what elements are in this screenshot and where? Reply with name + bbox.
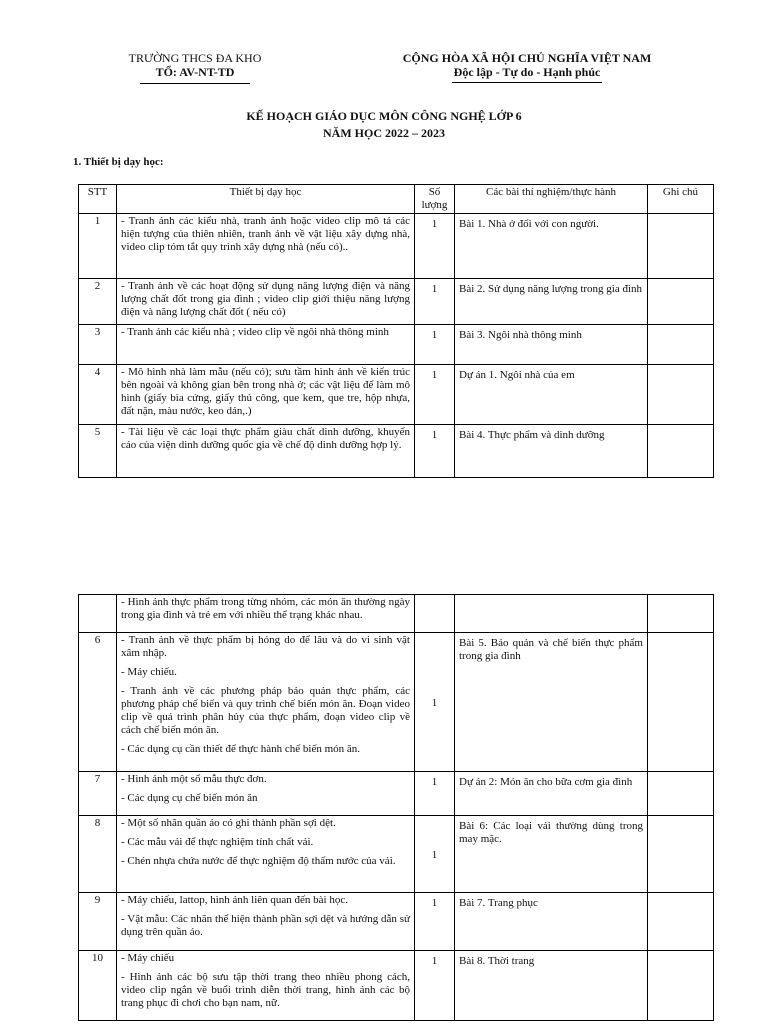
row-quantity: 1 bbox=[415, 279, 455, 325]
row-stt: 2 bbox=[79, 279, 117, 325]
row-stt: 9 bbox=[79, 893, 117, 951]
row-note bbox=[648, 425, 714, 478]
col-header-lesson: Các bài thí nghiệm/thực hành bbox=[455, 185, 648, 214]
equipment-item: - Tranh ảnh các kiểu nhà ; video clip về ngôi nhà thông minh bbox=[121, 326, 389, 338]
equipment-item: - Tranh ảnh về các hoạt động sử dụng năng lượng điện và năng lượng chất đốt trong gia đình ; video clip giới thiệu năng lượng điện và năng lượng chất đốt ( nếu có) bbox=[121, 280, 410, 318]
row-stt: 10 bbox=[79, 951, 117, 1021]
row-stt: 7 bbox=[79, 772, 117, 816]
row-lesson: Bài 7. Trang phục bbox=[455, 893, 648, 951]
col-header-equipment: Thiết bị dạy học bbox=[117, 185, 415, 214]
row-equipment bbox=[117, 951, 415, 1021]
equipment-item: - Các dụng cụ chế biến món ăn bbox=[121, 792, 258, 804]
table-row bbox=[79, 633, 714, 772]
col-header-note: Ghi chú bbox=[648, 185, 714, 214]
national-motto: Độc lập - Tự do - Hạnh phúc bbox=[453, 65, 601, 79]
table-row bbox=[79, 951, 714, 1021]
school-name: TRƯỜNG THCS ĐA KHO bbox=[128, 51, 262, 65]
row-equipment bbox=[117, 816, 415, 893]
row-quantity: 1 bbox=[415, 893, 455, 951]
row-quantity: 1 bbox=[415, 816, 455, 893]
equipment-item: - Hình ảnh một số mẫu thực đơn. bbox=[121, 773, 267, 785]
group-name: TỔ: AV-NT-TD bbox=[155, 65, 235, 79]
row-equipment bbox=[117, 279, 415, 325]
row-equipment bbox=[117, 595, 415, 633]
row-lesson: Bài 3. Ngôi nhà thông minh bbox=[455, 325, 648, 365]
row-lesson: Dự án 1. Ngôi nhà của em bbox=[455, 365, 648, 425]
row-note bbox=[648, 893, 714, 951]
row-note bbox=[648, 816, 714, 893]
equipment-item: - Hình ảnh các bộ sưu tập thời trang theo nhiều phong cách, video clip ngắn về buổi trình diễn thời trang, hình ảnh các bộ trang phục đi chơi cho bạn nam, nữ. bbox=[121, 971, 410, 1009]
row-stt: 3 bbox=[79, 325, 117, 365]
equipment-item: - Hình ảnh thực phẩm trong từng nhóm, các món ăn thường ngày trong gia đình và trẻ em với nhiều thể trạng khác nhau. bbox=[121, 596, 410, 621]
table-row bbox=[79, 325, 714, 365]
equipment-table bbox=[78, 184, 714, 478]
row-stt: 8 bbox=[79, 816, 117, 893]
equipment-item: - Các mẫu vải để thực nghiệm tính chất vải. bbox=[121, 836, 314, 848]
row-equipment bbox=[117, 365, 415, 425]
row-stt: 6 bbox=[79, 633, 117, 772]
row-note bbox=[648, 633, 714, 772]
motto-underline bbox=[452, 82, 602, 83]
equipment-item: - Các dụng cụ cần thiết để thực hành chế biến món ăn. bbox=[121, 743, 361, 755]
equipment-item: - Máy chiếu bbox=[121, 952, 175, 964]
equipment-item: - Mô hình nhà làm mẫu (nếu có); sưu tầm hình ảnh về kiến trúc bên ngoài và không gian bên trong nhà ở; các vật liệu để làm mô hình (giấy bìa cứng, giấy thủ công, que kem, que tre, hộp nhựa, đất nặn, màu nước, keo dán,.) bbox=[121, 366, 410, 417]
col-header-stt: STT bbox=[79, 185, 117, 214]
school-underline bbox=[140, 83, 250, 84]
school-header bbox=[110, 51, 280, 84]
row-quantity: 1 bbox=[415, 214, 455, 279]
row-lesson: Bài 8. Thời trang bbox=[455, 951, 648, 1021]
row-equipment bbox=[117, 214, 415, 279]
row-equipment bbox=[117, 325, 415, 365]
table-header-row bbox=[79, 185, 714, 214]
row-quantity: 1 bbox=[415, 772, 455, 816]
row-quantity: 1 bbox=[415, 365, 455, 425]
row-lesson: Bài 1. Nhà ở đối với con người. bbox=[455, 214, 648, 279]
table-row bbox=[79, 893, 714, 951]
row-lesson: Bài 2. Sử dụng năng lượng trong gia đình bbox=[455, 279, 648, 325]
equipment-item: - Vật mẫu: Các nhãn thể hiện thành phần sợi dệt và hướng dẫn sử dụng trên quần áo. bbox=[121, 913, 410, 938]
row-equipment bbox=[117, 633, 415, 772]
equipment-item: - Chén nhựa chứa nước để thực nghiệm độ thấm nước của vải. bbox=[121, 855, 396, 867]
row-equipment bbox=[117, 893, 415, 951]
row-stt bbox=[79, 595, 117, 633]
equipment-item: - Tranh ảnh về các phương pháp bảo quản thực phẩm, các phương pháp chế biến và quy trình chế biến món ăn. Đoạn video clip về quá trình phân hủy của thực phẩm, đoạn video clip về cách chế biến món ăn. bbox=[121, 685, 410, 736]
school-year: NĂM HỌC 2022 – 2023 bbox=[323, 126, 445, 140]
row-quantity: 1 bbox=[415, 633, 455, 772]
row-note bbox=[648, 772, 714, 816]
equipment-item: - Tranh ảnh các kiểu nhà, tranh ảnh hoặc video clip mô tả các hiện tượng của thiên nhiên, tranh ảnh về vật liệu xây dựng nhà, video clip tóm tắt quy trình xây dựng nhà (nếu có).. bbox=[121, 215, 410, 253]
equipment-item: - Máy chiếu, lattop, hình ảnh liên quan đến bài học. bbox=[121, 894, 348, 906]
table-row bbox=[79, 279, 714, 325]
table-row bbox=[79, 772, 714, 816]
row-stt: 5 bbox=[79, 425, 117, 478]
row-equipment bbox=[117, 425, 415, 478]
row-lesson: Bài 6: Các loại vải thường dùng trong may mặc. bbox=[455, 816, 648, 893]
row-stt: 4 bbox=[79, 365, 117, 425]
national-header bbox=[392, 51, 662, 83]
row-note bbox=[648, 279, 714, 325]
equipment-table-continued bbox=[78, 594, 714, 1021]
row-note bbox=[648, 214, 714, 279]
row-quantity: 1 bbox=[415, 325, 455, 365]
row-lesson: Bài 5. Bảo quản và chế biến thực phẩm trong gia đình bbox=[455, 633, 648, 772]
equipment-item: - Một số nhãn quần áo có ghi thành phần sợi dệt. bbox=[121, 817, 336, 829]
table-row bbox=[79, 214, 714, 279]
equipment-item: - Máy chiếu. bbox=[121, 666, 177, 678]
row-note bbox=[648, 365, 714, 425]
row-note bbox=[648, 595, 714, 633]
equipment-item: - Tài liệu về các loại thực phẩm giàu chất dinh dưỡng, khuyến cáo của viện dinh dưỡng quốc gia về chế độ dinh dưỡng hợp lý. bbox=[121, 426, 410, 451]
row-quantity: 1 bbox=[415, 425, 455, 478]
row-note bbox=[648, 325, 714, 365]
table-row bbox=[79, 365, 714, 425]
row-quantity bbox=[415, 595, 455, 633]
row-note bbox=[648, 951, 714, 1021]
table-row bbox=[79, 425, 714, 478]
col-header-qty: Số lượng bbox=[415, 185, 455, 214]
section-heading: 1. Thiết bị dạy học: bbox=[73, 156, 164, 168]
row-equipment bbox=[117, 772, 415, 816]
row-lesson bbox=[455, 595, 648, 633]
equipment-item: - Tranh ảnh về thực phẩm bị hỏng do để lâu và do vi sinh vật xâm nhập. bbox=[121, 634, 410, 659]
row-lesson: Bài 4. Thực phẩm và dinh dưỡng bbox=[455, 425, 648, 478]
row-stt: 1 bbox=[79, 214, 117, 279]
row-lesson: Dự án 2: Món ăn cho bữa cơm gia đình bbox=[455, 772, 648, 816]
table-row bbox=[79, 595, 714, 633]
row-quantity: 1 bbox=[415, 951, 455, 1021]
table-row bbox=[79, 816, 714, 893]
document-title: KẾ HOẠCH GIÁO DỤC MÔN CÔNG NGHỆ LỚP 6 bbox=[246, 109, 522, 123]
republic-name: CỘNG HÒA XÃ HỘI CHỦ NGHĨA VIỆT NAM bbox=[402, 51, 652, 65]
